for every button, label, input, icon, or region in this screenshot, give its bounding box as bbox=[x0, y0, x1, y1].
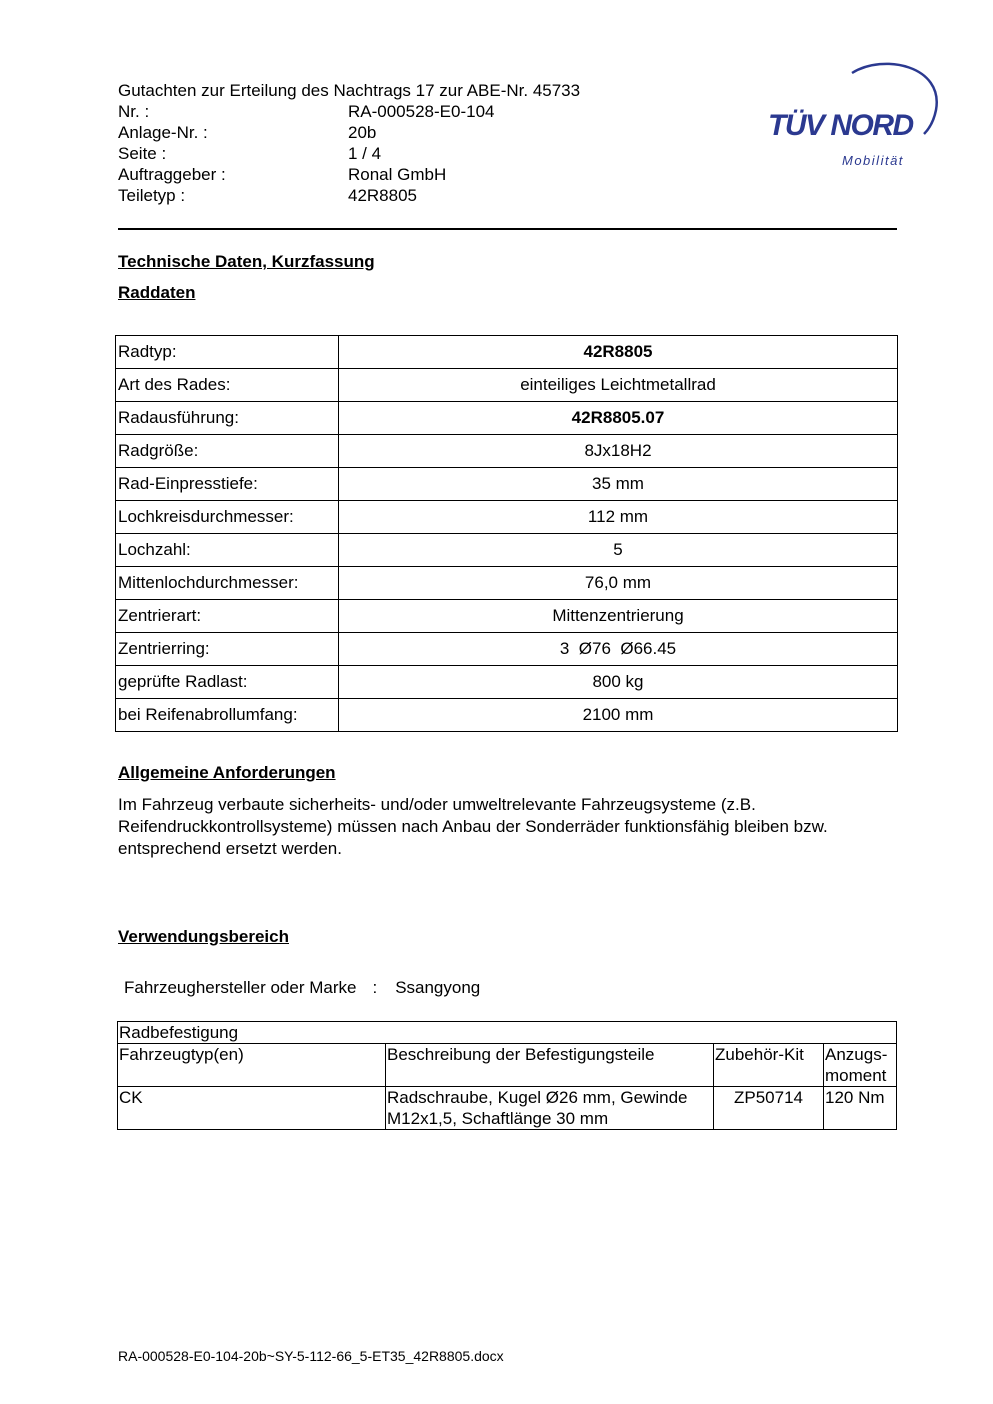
table-cell-value: 42R8805 bbox=[339, 336, 898, 369]
table-cell-label: bei Reifenabrollumfang: bbox=[116, 699, 339, 732]
table-cell: 120 Nm bbox=[824, 1087, 897, 1130]
table-cell-value: einteiliges Leichtmetallrad bbox=[339, 369, 898, 402]
header-label: Teiletyp : bbox=[118, 186, 186, 205]
table-cell: CK bbox=[118, 1087, 386, 1130]
header-title: Gutachten zur Erteilung des Nachtrags 17 zur ABE-Nr. 45733 bbox=[118, 81, 581, 100]
table-cell-value: 2100 mm bbox=[339, 699, 898, 732]
table-cell-label: Radtyp: bbox=[116, 336, 339, 369]
logo-subtitle: Mobilität bbox=[842, 153, 904, 168]
header-label: Seite : bbox=[118, 144, 167, 163]
table-cell-value: 42R8805.07 bbox=[339, 402, 898, 435]
table-row bbox=[116, 435, 898, 468]
table-cell-label: Art des Rades: bbox=[116, 369, 339, 402]
tuv-nord-logo-graphic bbox=[764, 58, 944, 170]
manufacturer-label: Fahrzeughersteller oder Marke bbox=[124, 978, 357, 997]
table-row bbox=[116, 699, 898, 732]
header-row-page bbox=[118, 143, 580, 164]
logo-brand: TÜV NORD bbox=[768, 109, 913, 142]
header-row-annex bbox=[118, 122, 580, 143]
manufacturer-line bbox=[124, 978, 480, 998]
table-row bbox=[116, 534, 898, 567]
table-row bbox=[116, 501, 898, 534]
table-cell-label: Lochkreisdurchmesser: bbox=[116, 501, 339, 534]
table-row bbox=[116, 369, 898, 402]
manufacturer-value: Ssangyong bbox=[395, 978, 481, 997]
table-title-row bbox=[118, 1022, 897, 1044]
table-cell-label: Radausführung: bbox=[116, 402, 339, 435]
table-cell-label: Rad-Einpresstiefe: bbox=[116, 468, 339, 501]
header-value: RA-000528-E0-104 bbox=[348, 102, 495, 121]
table-cell-value: Mittenzentrierung bbox=[339, 600, 898, 633]
table-cell-label: Radgröße: bbox=[116, 435, 339, 468]
table-row bbox=[118, 1087, 897, 1130]
column-header: Zubehör-Kit bbox=[714, 1044, 824, 1087]
table-row bbox=[116, 600, 898, 633]
table-cell-label: Mittenlochdurchmesser: bbox=[116, 567, 339, 600]
header-label: Anlage-Nr. : bbox=[118, 123, 208, 142]
table-cell-label: geprüfte Radlast: bbox=[116, 666, 339, 699]
table-row bbox=[116, 633, 898, 666]
table-title: Radbefestigung bbox=[118, 1022, 897, 1044]
header-value: 42R8805 bbox=[348, 186, 418, 205]
general-requirements-text: Im Fahrzeug verbaute sicherheits- und/oder umweltrelevante Fahrzeugsysteme (z.B. Reifendruckkontrollsysteme) müssen nach Anbau der Sonderräder funktionsfähig bleiben bzw. entsprechend ersetzt werden. bbox=[118, 795, 828, 858]
section-heading-general: Allgemeine Anforderungen bbox=[118, 763, 336, 782]
table-row bbox=[116, 666, 898, 699]
table-row bbox=[116, 567, 898, 600]
table-cell-value: 8Jx18H2 bbox=[339, 435, 898, 468]
table-cell-value: 3 Ø76 Ø66.45 bbox=[339, 633, 898, 666]
manufacturer-separator: : bbox=[372, 978, 378, 997]
table-cell-value: 76,0 mm bbox=[339, 567, 898, 600]
header-value: Ronal GmbH bbox=[348, 165, 447, 184]
table-row bbox=[116, 468, 898, 501]
header-row-number bbox=[118, 101, 580, 122]
column-header: Beschreibung der Befestigungsteile bbox=[386, 1044, 714, 1087]
table-cell-value: 112 mm bbox=[339, 501, 898, 534]
wheel-data-table bbox=[115, 335, 898, 732]
header-label: Auftraggeber : bbox=[118, 165, 226, 184]
tuv-nord-logo bbox=[764, 58, 944, 170]
table-cell-label: Lochzahl: bbox=[116, 534, 339, 567]
table-cell: ZP50714 bbox=[714, 1087, 824, 1130]
header-row-client bbox=[118, 164, 580, 185]
table-cell-value: 5 bbox=[339, 534, 898, 567]
document-header bbox=[118, 80, 580, 206]
section-heading-usage: Verwendungsbereich bbox=[118, 927, 289, 946]
section-heading-wheel-data: Raddaten bbox=[118, 283, 196, 302]
column-header: Anzugs-moment bbox=[824, 1044, 897, 1087]
table-cell-label: Zentrierart: bbox=[116, 600, 339, 633]
table-header-row bbox=[118, 1044, 897, 1087]
table-row bbox=[116, 402, 898, 435]
header-divider bbox=[118, 228, 897, 230]
header-row-part-type bbox=[118, 185, 580, 206]
wheel-mounting-table bbox=[117, 1021, 897, 1130]
table-cell-value: 800 kg bbox=[339, 666, 898, 699]
table-cell-value: 35 mm bbox=[339, 468, 898, 501]
footer-filename: RA-000528-E0-104-20b~SY-5-112-66_5-ET35_42R8805.docx bbox=[118, 1348, 504, 1364]
section-heading-technical: Technische Daten, Kurzfassung bbox=[118, 252, 375, 271]
header-label: Nr. : bbox=[118, 102, 150, 121]
column-header: Fahrzeugtyp(en) bbox=[118, 1044, 386, 1087]
header-value: 1 / 4 bbox=[348, 144, 382, 163]
table-row bbox=[116, 336, 898, 369]
table-cell: Radschraube, Kugel Ø26 mm, Gewinde M12x1,5, Schaftlänge 30 mm bbox=[386, 1087, 714, 1130]
header-value: 20b bbox=[348, 123, 377, 142]
table-cell-label: Zentrierring: bbox=[116, 633, 339, 666]
